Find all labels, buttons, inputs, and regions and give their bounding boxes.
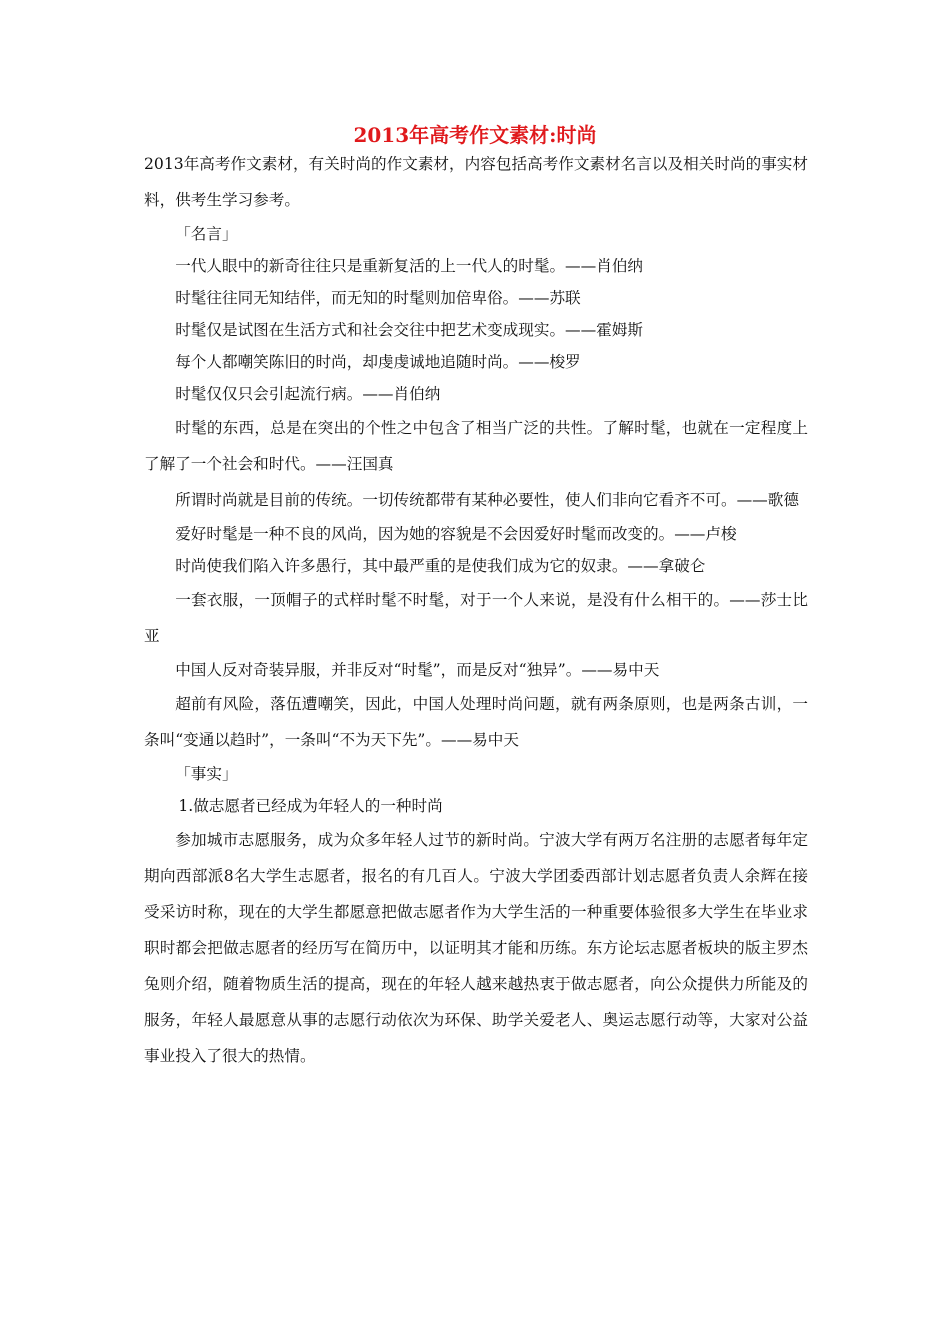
quote-item: 时髦仅是试图在生活方式和社会交往中把艺术变成现实。——霍姆斯 <box>175 321 644 339</box>
fact-paragraph: 参加城市志愿服务，成为众多年轻人过节的新时尚。宁波大学有两万名注册的志愿者每年定期向西部派8名大学生志愿者，报名的有几百人。宁波大学团委西部计划志愿者负责人余辉在接受采访时称，现在的大学生都愿意把做志愿者作为大学生活的一种重要体验很多大学生在毕业求职时都会把做志愿者的经历写在简历中，以证明其才能和历练。东方论坛志愿者板块的版主罗杰兔则介绍，随着物质生活的提高，现在的年轻人越来越热衷于做志愿者，向公众提供力所能及的服务，年轻人最愿意从事的志愿行动依次为环保、助学关爱老人、奥运志愿行动等，大家对公益事业投入了很大的热情。 <box>144 831 808 1065</box>
quote-item: 时髦往往同无知结伴，而无知的时髦则加倍卑俗。——苏联 <box>175 289 581 307</box>
quote-item: 超前有风险，落伍遭嘲笑，因此，中国人处理时尚问题，就有两条原则，也是两条古训，一条叫“变通以趋时”，一条叫“不为天下先”。——易中天 <box>144 695 808 749</box>
quote-item: 一套衣服，一顶帽子的式样时髦不时髦，对于一个人来说，是没有什么相干的。——莎士比亚 <box>144 591 808 645</box>
quote-item: 每个人都嘲笑陈旧的时尚，却虔虔诚地追随时尚。——梭罗 <box>175 353 581 371</box>
document-title: 2013年高考作文素材:时尚 <box>353 123 597 147</box>
quote-item: 爱好时髦是一种不良的风尚，因为她的容貌是不会因爱好时髦而改变的。——卢梭 <box>175 525 737 543</box>
document-body <box>144 146 808 1074</box>
quote-item: 时髦的东西，总是在突出的个性之中包含了相当广泛的共性。了解时髦，也就在一定程度上了解了一个社会和时代。——汪国真 <box>144 419 808 473</box>
fact-title: 1.做志愿者已经成为年轻人的一种时尚 <box>178 797 443 815</box>
quote-item: 所谓时尚就是目前的传统。一切传统都带有某种必要性，使人们非向它看齐不可。——歌德 <box>175 491 799 509</box>
quotes-heading: 「名言」 <box>175 225 238 243</box>
quote-item: 时髦仅仅只会引起流行病。——肖伯纳 <box>175 385 441 403</box>
quote-item: 中国人反对奇装异服，并非反对“时髦”，而是反对“独异”。——易中天 <box>175 661 660 679</box>
intro-paragraph: 2013年高考作文素材，有关时尚的作文素材，内容包括高考作文素材名言以及相关时尚的事实材料，供考生学习参考。 <box>144 155 808 209</box>
quote-item: 时尚使我们陷入许多愚行，其中最严重的是使我们成为它的奴隶。——拿破仑 <box>175 557 706 575</box>
quote-item: 一代人眼中的新奇往往只是重新复活的上一代人的时髦。——肖伯纳 <box>175 257 644 275</box>
facts-heading: 「事实」 <box>175 765 238 783</box>
